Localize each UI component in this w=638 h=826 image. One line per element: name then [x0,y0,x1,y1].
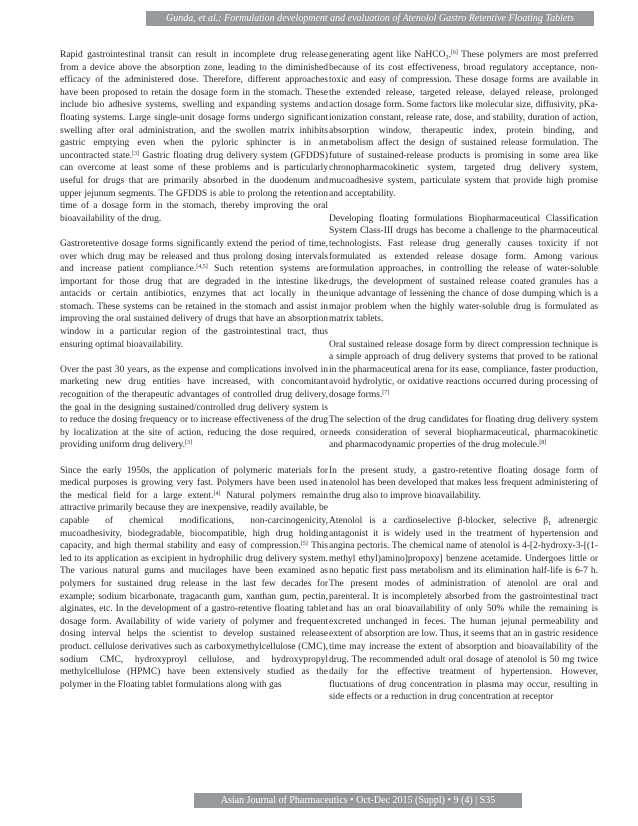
subscript: 1 [548,520,552,527]
paragraph: Oral sustained release dosage form by direct compression technique is a simple approach of drug delivery systems that proved to be rational in the pharmaceutical arena for its ease, compliance, faster production, avoid hydrolytic, or oxidative reactions occurred during processing of dosage forms.[7] [329,339,598,401]
citation: [6] [450,50,458,56]
citation: [3] [132,150,140,157]
paragraph: Since the early 1950s, the application of polymeric materials for medical purposes is growing very fast. Polymers have been used in the medical field for a large extent.[4] Natural polymers remain attractive primarily because they are inexpensive, readily available, be capable of chemical modifications, non-carcinogenicity, mucoadhesivity, biodegradable, biocompatible, high drug holding capacity, and high thermal stability and easy of compression.[5] This led to its application as excipient in hydrophilic drug delivery system. The various natural gums and mucilages have been examined as polymers for sustained drug release in the last few decades for example; sodium bicarbonate, tragacanth gum, xanthan gum, pectin, alginates, etc. In the development of a gastro-retentive floating tablet dosage form. Availability of wide variety of polymer and frequent dosing interval helps the scientist to develop sustained release product. cellulose derivatives such as carboxymethylcellulose (CMC), sodium CMC, hydroxyproyl cellulose, and hydroxypropyl methylcellulose (HPMC) have been extensively studied as the polymer in the Floating tablet formulations along with gas [60,465,329,690]
subscript: 3 [445,55,449,61]
citation: [8] [539,440,547,447]
paragraph: In the present study, a gastro-retentive floating dosage form of atenolol has been developed that makes less frequent administering of the drug also to improve bioavailability. [329,465,598,501]
citation: [5] [300,541,308,548]
paragraph: Rapid gastrointestinal transit can result in incomplete drug release from a device above the absorption zone, leading to the diminished efficacy of the administered dose. Therefore, different approaches have been proposed to retain the dosage form in the stomach. These include bio adhesive systems, swelling and expanding systems and floating systems. Large single-unit dosage forms undergo significant swelling after oral administration, and the swollen matrix inhibits gastric emptying even when the pyloric sphincter is in an uncontracted state.[3] Gastric floating drug delivery system (GFDDS) can overcome at least some of these problems and is particularly useful for drugs that are primarily absorbed in the duodenum and upper jejunum segments. The GFDDS is able to prolong the retention time of a dosage form in the stomach, thereby improving the oral bioavailability of the drug. [60,50,329,224]
running-header: Gunda, et al.: Formulation development and evaluation of Atenolol Gastro Retentive Floating Tablets [146,11,594,26]
citation: [3] [184,440,192,447]
left-column [60,49,328,704]
header-title: Formulation development and evaluation of Atenolol Gastro Retentive Floating Tablets [224,13,574,24]
page-footer: Asian Journal of Pharmaceutics • Oct-Dec 2015 (Suppl) • 9 (4) | S35 [194,793,522,808]
citation: [4] [213,490,221,497]
paragraph: Gastroretentive dosage forms significantly extend the period of time, over which drug may be released and thus prolong dosing intervals and increase patient compliance.[4,5] Such retention systems are important for those drug that are degraded in the intestine like antacids or certain antibiotics, enzymes that act locally in the stomach. These systems can be retained in the stomach and assist in improving the oral sustained delivery of drugs that have an absorption window in a particular region of the gastrointestinal tract, thus ensuring optimal bioavailability. [60,238,328,350]
paragraph: The selection of the drug candidates for floating drug delivery system needs consideration of several biopharmaceutical, pharmacokinetic and pharmacodynamic properties of the drug molecule.[8] [329,415,598,451]
paragraph: Atenolol is a cardioselective β-blocker, selective $\beta_1$ adrenergic antagonist it is widely used in the treatment of hypertension and angina pectoris. The chemical name of atenolol is 4-[2-hydroxy-3-[(1-methyl ethyl)amino]propoxy] benzene acetamide. Undergoes little or no hepatic first pass metabolism and its elimination half-life is 6-7 h. The present modes of administration of atenolol are oral and parenteral. It is incompletely absorbed from the gastrointestinal tract and has an oral bioavailability of only 50% while the remaining is excreted unchanged in feces. The human jejunal permeability and extent of absorption are low. Thus, it seems that an in gastric residence time may increase the extent of absorption and bioavailability of the drug. The recommended adult oral dosage of atenolol is 50 mg twice daily for the effective treatment of hypertension. However, fluctuations of drug concentration in plasma may occur, resulting in side effects or a reduction in drug concentration at receptor [329,515,598,703]
page-header [0,0,638,44]
citation: [4,5] [196,264,208,271]
paragraph: generating agent like NaHCO$_3$.[6] These polymers are most preferred because of its cost effectiveness, broad regulatory acceptance, non-toxic and easy of compression. These dosage forms are available in the extended release, targeted release, delayed release, prolonged action dosage form. Some factors like molecular size, diffusivity, pKa-ionization constant, release rate, dose, and stability, duration of action, absorption window, therapeutic index, protein binding, and metabolism affect the design of sustained release formulation. The future of sustained-release products is promising in some area like chronopharmacokinetic system, targeted drug delivery system, mucoadhesive system, particulate system that provide high promise and acceptability. [329,50,598,199]
paragraph: Developing floating formulations Biopharmaceutical Classification System Class-III drugs has become a challenge to the pharmaceutical technologists. Fast release drug generally causes toxicity if not formulated as extended release dosage form. Among various formulation approaches, in controlling the release of water-soluble drugs, the development of sustained release coated granules has a unique advantage of lessening the chance of dose dumping which is a major problem when the highly water-soluble drug is formulated as matrix tablets. [329,213,598,325]
right-column [329,49,598,716]
header-authors: Gunda, et al. [166,13,219,24]
citation: [7] [382,390,390,397]
paragraph: Over the past 30 years, as the expense and complications involved in marketing new drug entities have increased, with concomitant recognition of the therapeutic advantages of controlled drug delivery, the goal in the designing sustained/controlled drug delivery system is to reduce the dosing frequency or to increase effectiveness of the drug by localization at the site of action, reducing the dose required, or providing uniform drug delivery.[3] [60,364,328,451]
